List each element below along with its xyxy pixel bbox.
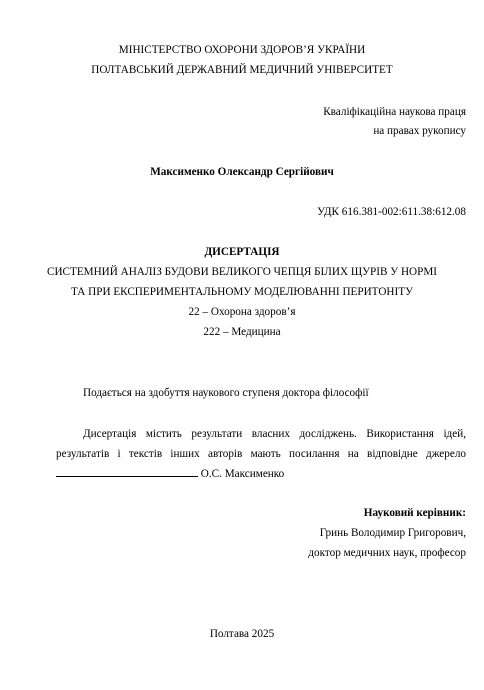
dissertation-title-line1: СИСТЕМНИЙ АНАЛІЗ БУДОВИ ВЕЛИКОГО ЧЕПЦЯ БІЛИХ ЩУРІВ У НОРМІ — [46, 266, 437, 278]
supervisor-name: Гринь Володимир Григорович, — [319, 527, 466, 539]
field-of-study: 22 – Охорона здоров’я — [188, 306, 296, 318]
declaration-line2: результатів і текстів інших авторів мають посилання на відповідне джерело — [56, 448, 466, 460]
signature-name: О.С. Максименко — [200, 468, 285, 480]
supervisor-degree: доктор медичних наук, професор — [308, 547, 466, 559]
ministry-line: МІНІСТЕРСТВО ОХОРОНИ ЗДОРОВ’Я УКРАЇНИ — [118, 44, 366, 56]
place-year: Полтава 2025 — [209, 628, 275, 640]
signature-line — [56, 466, 198, 477]
submission-statement: Подається на здобуття наукового ступеня доктора філософії — [83, 387, 369, 399]
specialty: 222 – Медицина — [203, 326, 281, 338]
qualification-line: Кваліфікаційна наукова праця — [323, 106, 466, 118]
signature-row — [56, 466, 284, 481]
manuscript-line: на правах рукопису — [373, 125, 466, 137]
author-name: Максименко Олександр Сергійович — [150, 166, 334, 178]
supervisor-label: Науковий керівник: — [363, 507, 466, 519]
university-line: ПОЛТАВСЬКИЙ ДЕРЖАВНИЙ МЕДИЧНИЙ УНІВЕРСИТЕТ — [91, 64, 393, 76]
udk-code: УДК 616.381-002:611.38:612.08 — [317, 206, 466, 218]
declaration-line1: Дисертація містить результати власних досліджень. Використання ідей, — [83, 428, 466, 440]
dissertation-title-line2: ТА ПРИ ЕКСПЕРИМЕНТАЛЬНОМУ МОДЕЛЮВАННІ ПЕРИТОНІТУ — [70, 286, 413, 298]
dissertation-label: ДИСЕРТАЦІЯ — [204, 246, 280, 258]
